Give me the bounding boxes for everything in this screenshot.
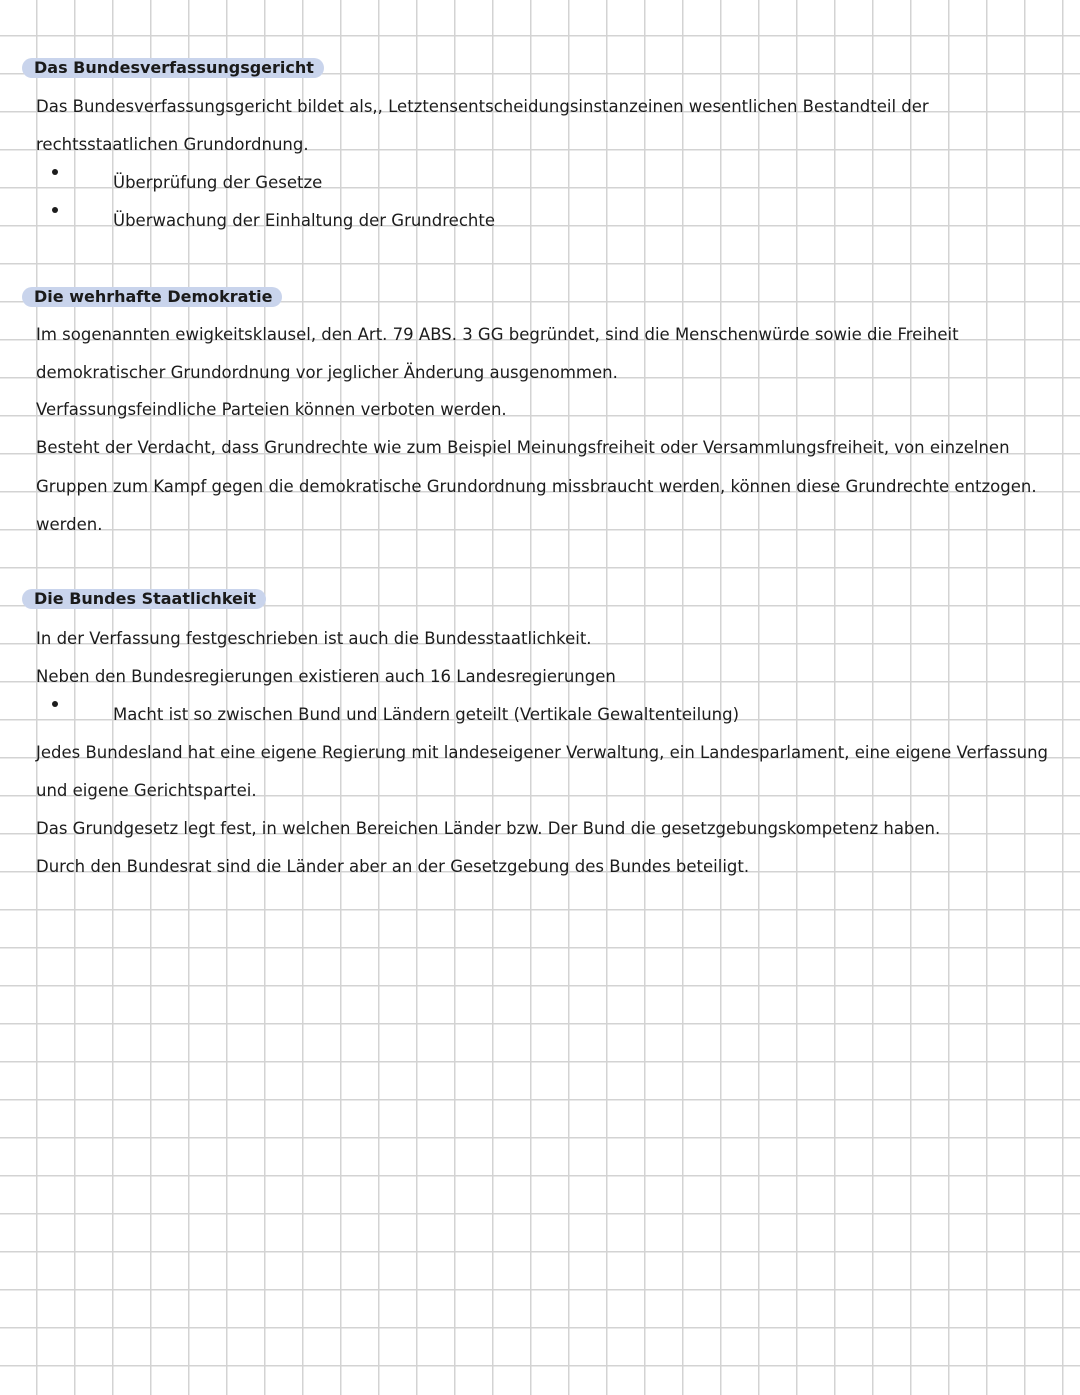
bullet-item: Überwachung der Einhaltung der Grundrechte [113, 211, 495, 230]
text-line: Verfassungsfeindliche Parteien können verboten werden. [36, 400, 507, 419]
text-line: Durch den Bundesrat sind die Länder aber an der Gesetzgebung des Bundes beteiligt. [36, 857, 750, 876]
bullet-dot [52, 169, 58, 175]
section-heading-bundes-staatlichkeit: Die Bundes Staatlichkeit [22, 589, 266, 609]
text-line: rechtsstaatlichen Grundordnung. [36, 135, 309, 154]
text-line: Jedes Bundesland hat eine eigene Regierung mit landeseigener Verwaltung, ein Landesparlament, eine eigene Verfassung [36, 743, 1048, 762]
text-line: und eigene Gerichtspartei. [36, 781, 257, 800]
bullet-dot [52, 207, 58, 213]
section-heading-bundesverfassungsgericht: Das Bundesverfassungsgericht [22, 58, 324, 78]
text-line: demokratischer Grundordnung vor jeglicher Änderung ausgenommen. [36, 363, 618, 382]
bullet-item: Macht ist so zwischen Bund und Ländern geteilt (Vertikale Gewaltenteilung) [113, 705, 740, 724]
text-line: Im sogenannten ewigkeitsklausel, den Art. 79 ABS. 3 GG begründet, sind die Menschenwürde sowie die Freiheit [36, 325, 959, 344]
text-line: werden. [36, 515, 103, 534]
text-line: In der Verfassung festgeschrieben ist auch die Bundesstaatlichkeit. [36, 629, 592, 648]
text-line: Das Bundesverfassungsgericht bildet als,, Letztensentscheidungsinstanzeinen wesentlichen Bestandteil der [36, 97, 929, 116]
bullet-item: Überprüfung der Gesetze [113, 173, 323, 192]
text-line: Besteht der Verdacht, dass Grundrechte wie zum Beispiel Meinungsfreiheit oder Versammlungsfreiheit, von einzelnen [36, 438, 1010, 457]
text-line: Gruppen zum Kampf gegen die demokratische Grundordnung missbraucht werden, können diese Grundrechte entzogen. [36, 477, 1037, 496]
text-line: Neben den Bundesregierungen existieren auch 16 Landesregierungen [36, 667, 616, 686]
section-heading-wehrhafte-demokratie: Die wehrhafte Demokratie [22, 287, 282, 307]
bullet-dot [52, 701, 58, 707]
text-line: Das Grundgesetz legt fest, in welchen Bereichen Länder bzw. Der Bund die gesetzgebungskompetenz haben. [36, 819, 941, 838]
